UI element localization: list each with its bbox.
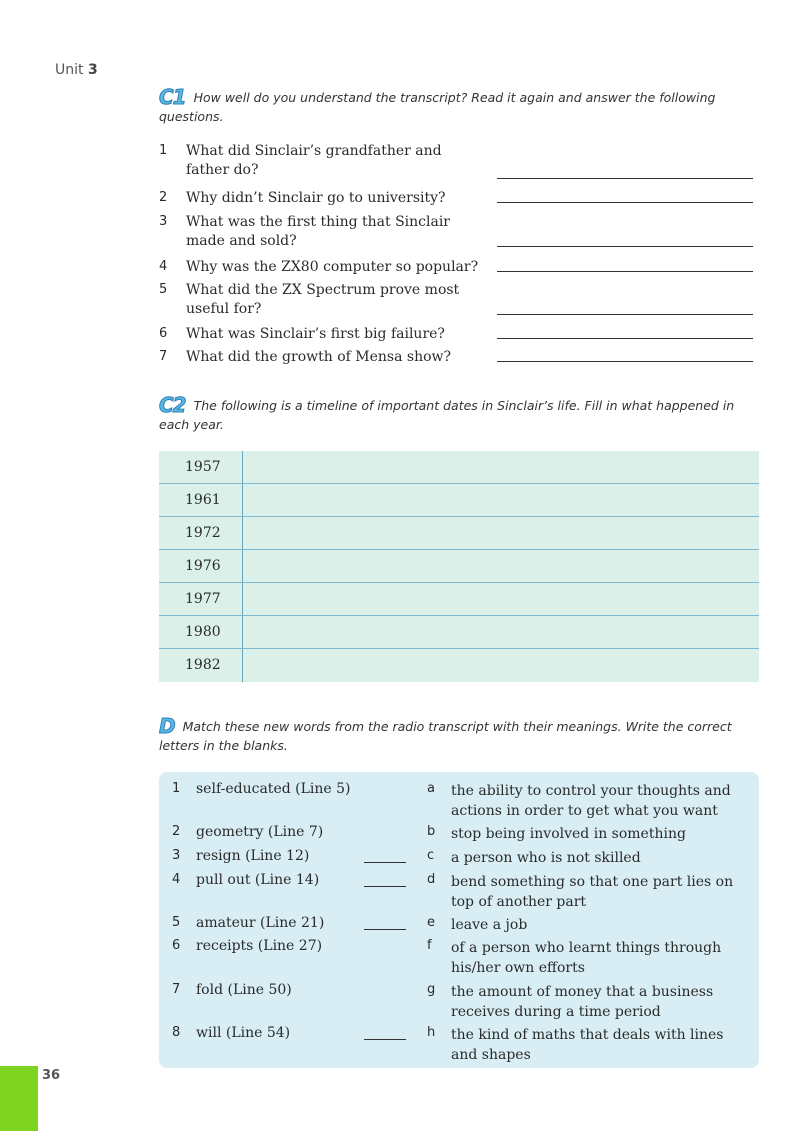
meaning-letter: h: [427, 1025, 436, 1040]
answer-line[interactable]: [497, 178, 753, 179]
meaning-text: the ability to control your thoughts and actions in order to get what you want: [451, 783, 731, 819]
d-instruction-text: Match these new words from the radio transcript with their meanings. Write the correct letters in the blanks.: [159, 719, 732, 753]
c1-instruction: [159, 85, 759, 126]
timeline-row[interactable]: [159, 616, 759, 649]
timeline-row[interactable]: [159, 451, 759, 484]
c1-instruction-text: How well do you understand the transcript? Read it again and answer the following questions.: [159, 90, 716, 124]
page-tab-accent: [0, 1066, 38, 1131]
question-number: 1: [159, 143, 168, 158]
timeline-year: 1957: [185, 459, 221, 475]
timeline-year: 1961: [185, 492, 221, 508]
question-number: 4: [159, 259, 168, 274]
word-text: pull out (Line 14): [196, 872, 320, 888]
unit-label: [55, 62, 98, 78]
meaning-text: leave a job: [451, 917, 528, 933]
answer-line[interactable]: [497, 314, 753, 315]
word-number: 6: [172, 938, 181, 953]
word-text: receipts (Line 27): [196, 938, 323, 954]
word-text: will (Line 54): [196, 1025, 291, 1041]
c2-badge: C2: [159, 393, 186, 417]
word-number: 1: [172, 781, 181, 796]
word-text: fold (Line 50): [196, 982, 292, 998]
meaning-text: a person who is not skilled: [451, 850, 641, 866]
meaning-text: the kind of maths that deals with lines and shapes: [451, 1027, 724, 1063]
meaning-text: bend something so that one part lies on top of another part: [451, 874, 734, 910]
word-number: 2: [172, 824, 181, 839]
c1-badge: C1: [159, 85, 186, 109]
answer-line[interactable]: [497, 361, 753, 362]
unit-text: Unit: [55, 62, 84, 78]
timeline-row[interactable]: [159, 550, 759, 583]
word-number: 4: [172, 872, 181, 887]
meaning-letter: f: [427, 938, 432, 953]
word-number: 5: [172, 915, 181, 930]
meaning-letter: c: [427, 848, 435, 863]
unit-number: 3: [87, 62, 98, 78]
meaning-letter: b: [427, 824, 436, 839]
page-number: 36: [42, 1068, 61, 1083]
answer-line[interactable]: [497, 246, 753, 247]
word-number: 3: [172, 848, 181, 863]
d-badge: D: [159, 714, 175, 738]
answer-line[interactable]: [497, 271, 753, 272]
meaning-letter: a: [427, 781, 435, 796]
question-number: 6: [159, 326, 168, 341]
question-text: Why didn’t Sinclair go to university?: [186, 190, 446, 206]
answer-line[interactable]: [497, 338, 753, 339]
answer-blank[interactable]: [364, 862, 406, 863]
answer-blank[interactable]: [364, 929, 406, 930]
meaning-letter: d: [427, 872, 436, 887]
timeline-row[interactable]: [159, 517, 759, 550]
question-number: 2: [159, 190, 168, 205]
timeline-year: 1980: [185, 624, 221, 640]
d-instruction: [159, 714, 759, 755]
word-text: self-educated (Line 5): [196, 781, 351, 797]
question-text: What did the growth of Mensa show?: [186, 349, 452, 365]
timeline-year: 1977: [185, 591, 221, 607]
answer-blank[interactable]: [364, 1039, 406, 1040]
timeline-row[interactable]: [159, 583, 759, 616]
question-number: 5: [159, 282, 168, 297]
answer-blank[interactable]: [364, 886, 406, 887]
timeline-year: 1972: [185, 525, 221, 541]
timeline-row[interactable]: [159, 649, 759, 682]
timeline-year: 1982: [185, 657, 221, 673]
meaning-text: the amount of money that a business receives during a time period: [451, 984, 714, 1020]
word-number: 8: [172, 1025, 181, 1040]
meaning-letter: g: [427, 982, 436, 997]
timeline-row[interactable]: [159, 484, 759, 517]
meaning-letter: e: [427, 915, 435, 930]
word-number: 7: [172, 982, 181, 997]
question-text: What did the ZX Spectrum prove most useful for?: [186, 282, 460, 317]
meaning-text: stop being involved in something: [451, 826, 686, 842]
question-number: 3: [159, 214, 168, 229]
timeline-table: [159, 451, 759, 682]
c2-instruction-text: The following is a timeline of important dates in Sinclair’s life. Fill in what happened in each year.: [159, 398, 735, 432]
question-text: What was Sinclair’s first big failure?: [186, 326, 445, 342]
timeline-year: 1976: [185, 558, 221, 574]
answer-line[interactable]: [497, 202, 753, 203]
question-number: 7: [159, 349, 168, 364]
word-text: amateur (Line 21): [196, 915, 325, 931]
question-text: Why was the ZX80 computer so popular?: [186, 259, 479, 275]
meaning-text: of a person who learnt things through his/her own efforts: [451, 940, 722, 976]
matching-box: [159, 772, 759, 1068]
question-text: What did Sinclair’s grandfather and father do?: [186, 143, 442, 178]
question-text: What was the first thing that Sinclair made and sold?: [186, 214, 450, 249]
word-text: resign (Line 12): [196, 848, 310, 864]
c2-instruction: [159, 393, 759, 434]
word-text: geometry (Line 7): [196, 824, 324, 840]
